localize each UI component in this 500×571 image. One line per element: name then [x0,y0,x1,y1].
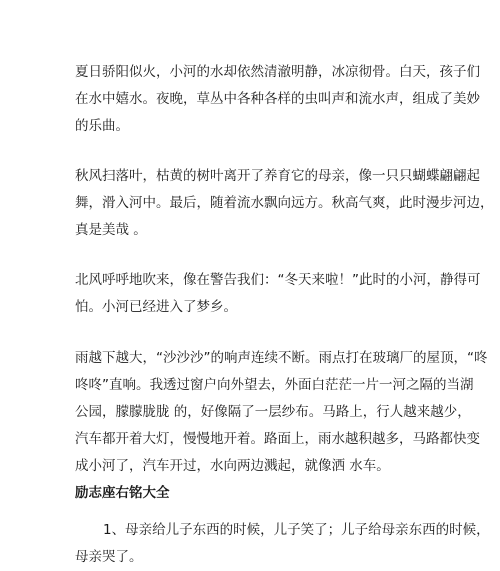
text-line: 夏日骄阳似火，小河的水却依然清澈明静，冰凉彻骨。白天，孩子们 [75,64,480,80]
text-line: 秋风扫落叶，枯黄的树叶离开了养育它的母亲，像一只只蝴蝶翩翩起 [75,168,480,184]
text-line: 北风呼呼地吹来，像在警告我们：“冬天来啦！”此时的小河，静得可 [75,272,481,288]
paragraph-autumn [75,163,494,244]
text-line: 公园，朦朦胧胧 的，好像隔了一层纱布。马路上，行人越来越少， [75,404,471,420]
text-line: 怕。小河已经进入了梦乡。 [75,299,237,315]
text-line: 舞，滑入河中。最后，随着流水飘向远方。秋高气爽，此时漫步河边， [75,195,494,211]
text-line: 汽车都开着大灯，慢慢地开着。路面上，雨水越积越多，马路都快变 [75,431,480,447]
text-line: 在水中嬉水。夜晚，草丛中各种各样的虫叫声和流水声，组成了美妙 [75,91,480,107]
text-line: 的乐曲。 [75,118,129,134]
text-line: 真是美哉 。 [75,222,147,238]
section-heading: 励志座右铭大全 [75,485,170,501]
paragraph-winter [75,267,481,321]
text-line: 成小河了，汽车开过，水向两边溅起，就像洒 水车。 [75,458,390,474]
text-line: 母亲哭了。 [75,549,143,565]
text-line: 咚咚”直响。我透过窗户向外望去，外面白茫茫一片一河之隔的当湖 [75,377,474,393]
paragraph-rain [75,345,488,480]
list-item-motto-1 [75,517,490,571]
text-line: 雨越下越大，“沙沙沙”的响声连续不断。雨点打在玻璃厂的屋顶，“咚 [75,350,488,366]
paragraph-summer [75,59,480,140]
text-line: 1、母亲给儿子东西的时候，儿子笑了；儿子给母亲东西的时候， [103,522,490,538]
